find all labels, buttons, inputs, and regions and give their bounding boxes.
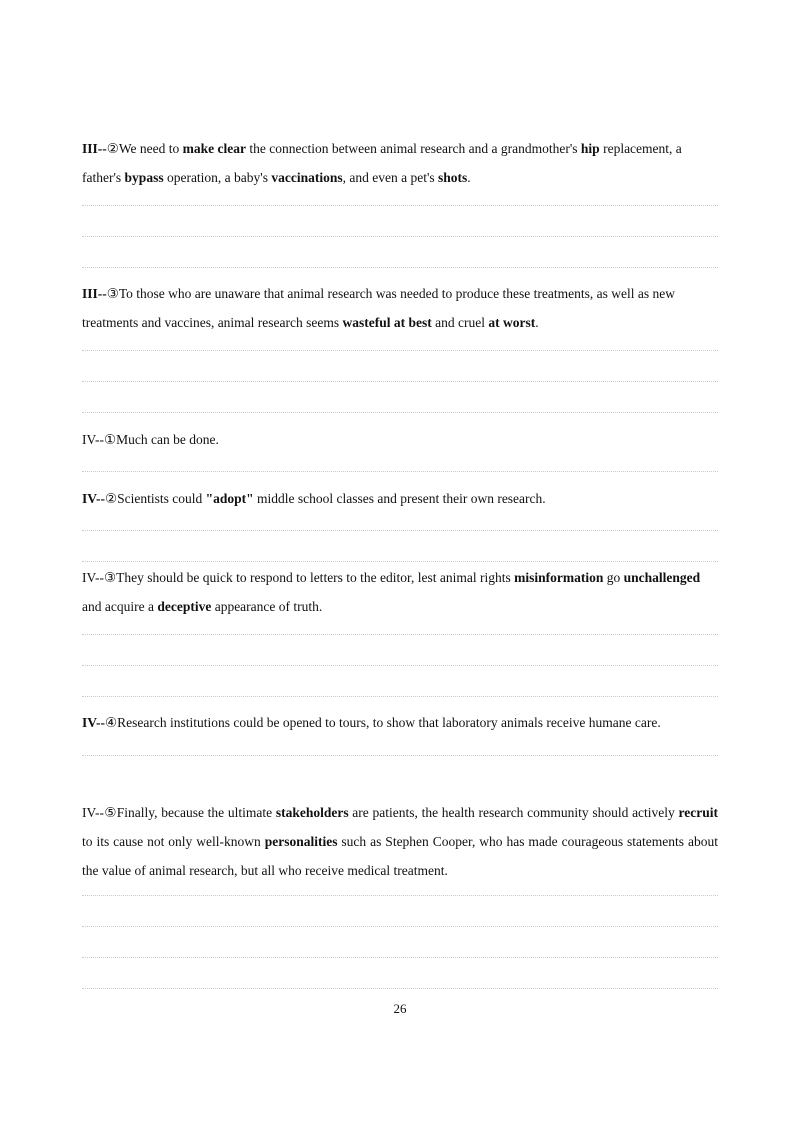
text-segment: ②Scientists could	[105, 491, 206, 506]
text-segment: replacement, a father's	[82, 141, 682, 185]
page-number: 26	[393, 1001, 407, 1016]
text-segment: appearance of truth.	[211, 599, 323, 614]
paragraph-IV-3	[82, 563, 718, 621]
bold-text-segment: personalities	[264, 834, 338, 849]
text-segment: to its cause not only well-known	[82, 834, 265, 849]
paragraph-IV-5	[82, 798, 718, 885]
answer-line	[82, 634, 718, 635]
answer-line	[82, 530, 718, 531]
text-segment: such as Stephen Cooper, who has made courageous statements about the value of animal research, but all who receive medical treatment.	[82, 834, 718, 878]
paragraph-IV-2	[82, 484, 718, 513]
bold-text-segment: make clear	[182, 141, 246, 156]
bold-text-segment: recruit	[678, 805, 718, 820]
bold-text-segment: misinformation	[514, 570, 604, 585]
bold-text-segment: at worst	[488, 315, 536, 330]
text-segment: ②We need to	[106, 141, 183, 156]
text-segment: IV--①Much can be done.	[82, 432, 219, 447]
text-segment: the connection between animal research and a grandmother's	[246, 141, 581, 156]
answer-line	[82, 412, 718, 413]
text-segment: middle school classes and present their own research.	[253, 491, 546, 506]
text-segment: , and even a pet's	[342, 170, 439, 185]
bold-text-segment: IV--	[82, 715, 105, 730]
bold-text-segment: stakeholders	[275, 805, 349, 820]
answer-line	[82, 665, 718, 666]
answer-line	[82, 895, 718, 896]
bold-text-segment: "adopt"	[205, 491, 254, 506]
bold-text-segment: III--	[82, 141, 107, 156]
bold-text-segment: shots	[438, 170, 468, 185]
text-segment: are patients, the health research community should actively	[348, 805, 679, 820]
text-segment: ③To those who are unaware that animal research was needed to produce these treatments, as well as new treatments and vaccines, animal research seems	[82, 286, 675, 330]
answer-line	[82, 236, 718, 237]
bold-text-segment: deceptive	[157, 599, 212, 614]
answer-line	[82, 957, 718, 958]
text-segment: IV--⑤Finally, because the ultimate	[82, 805, 276, 820]
text-segment: and cruel	[431, 315, 489, 330]
bold-text-segment: wasteful at best	[342, 315, 432, 330]
answer-line	[82, 267, 718, 268]
bold-text-segment: bypass	[124, 170, 164, 185]
text-segment: go	[603, 570, 624, 585]
bold-text-segment: vaccinations	[271, 170, 343, 185]
paragraph-IV-4	[82, 708, 718, 737]
bold-text-segment: III--	[82, 286, 107, 301]
answer-line	[82, 926, 718, 927]
answer-line	[82, 350, 718, 351]
answer-line	[82, 988, 718, 989]
answer-line	[82, 561, 718, 562]
answer-line	[82, 205, 718, 206]
text-segment: .	[467, 170, 471, 185]
text-segment: .	[535, 315, 539, 330]
text-segment: operation, a baby's	[163, 170, 272, 185]
text-segment: IV--③They should be quick to respond to letters to the editor, lest animal rights	[82, 570, 515, 585]
answer-line	[82, 755, 718, 756]
paragraph-IV-1	[82, 425, 718, 454]
text-segment: ④Research institutions could be opened to tours, to show that laboratory animals receive humane care.	[105, 715, 661, 730]
answer-line	[82, 381, 718, 382]
paragraph-III-2	[82, 134, 718, 192]
answer-line	[82, 696, 718, 697]
bold-text-segment: IV--	[82, 491, 105, 506]
answer-line	[82, 471, 718, 472]
paragraph-III-3	[82, 279, 718, 337]
bold-text-segment: unchallenged	[623, 570, 701, 585]
text-segment: and acquire a	[82, 599, 158, 614]
bold-text-segment: hip	[580, 141, 600, 156]
